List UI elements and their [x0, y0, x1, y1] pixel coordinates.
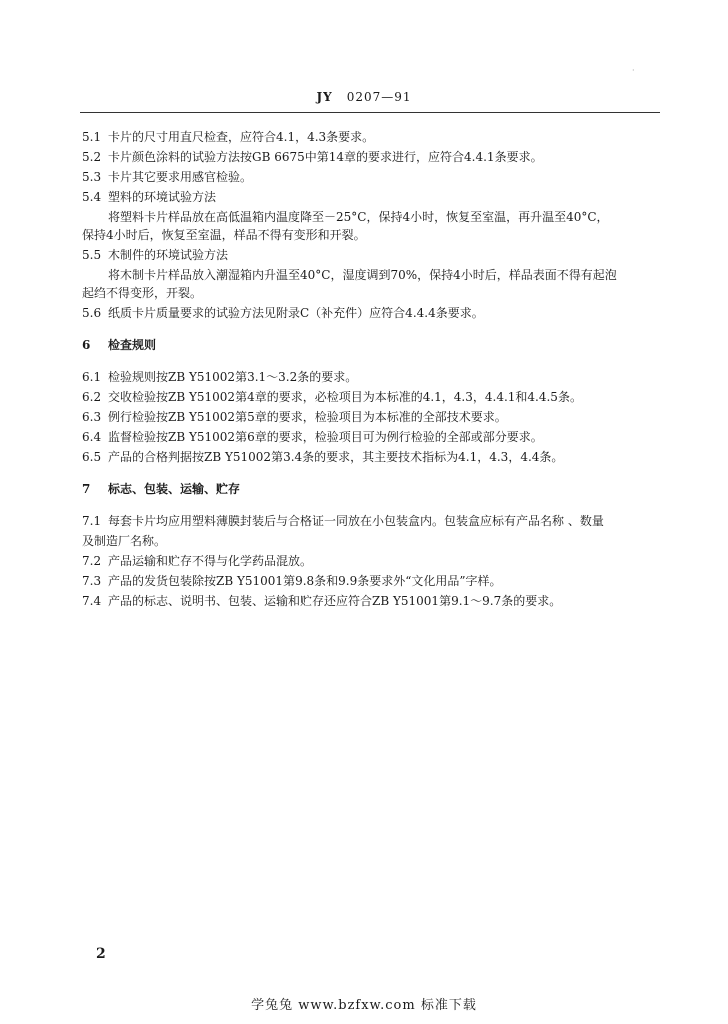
clause-5-5-body-line-1: 将木制卡片样品放入潮湿箱内升温至40°C，湿度调到70%，保持4小时后，样品表面不得有起泡: [108, 268, 617, 282]
section-title: 标志、包装、运输、贮存: [108, 482, 241, 496]
section-number: 6: [82, 338, 91, 352]
clause-number: 7.1: [82, 514, 102, 528]
standard-code: JY: [316, 90, 333, 104]
clause-6-3: [82, 408, 642, 426]
clause-7-2: [82, 552, 642, 570]
clause-6-4: [82, 428, 642, 446]
clause-7-1-body: 及制造厂名称。: [82, 534, 167, 548]
clause-text: 木制件的环境试验方法: [108, 248, 229, 262]
clause-number: 7.4: [82, 594, 102, 608]
clause-5-1: [82, 128, 642, 146]
section-7-heading: [82, 480, 642, 498]
clause-number: 7.2: [82, 554, 102, 568]
clause-6-1: [82, 368, 642, 386]
clause-5-4-body-line-1: 将塑料卡片样品放在高低温箱内温度降至－25°C，保持4小时，恢复至室温，再升温至40°C，: [108, 210, 609, 224]
standard-number: 0207—91: [346, 90, 412, 104]
clause-text: 交收检验按ZB Y51002第4章的要求，必检项目为本标准的4.1，4.3，4.4.1和4.4.5条。: [108, 390, 582, 404]
clause-number: 6.2: [82, 390, 102, 404]
clause-7-4: [82, 592, 642, 610]
clause-5-5: [82, 246, 642, 264]
clause-text: 产品的合格判据按ZB Y51002第3.4条的要求，其主要技术指标为4.1，4.3，4.4条。: [108, 450, 564, 464]
clause-text: 产品的标志、说明书、包装、运输和贮存还应符合ZB Y51001第9.1～9.7条的要求。: [108, 594, 562, 608]
clause-5-4-body-line-2: 保持4小时后，恢复至室温，样品不得有变形和开裂。: [82, 228, 366, 242]
clause-number: 5.2: [82, 150, 102, 164]
clause-number: 6.5: [82, 450, 102, 464]
clause-text: 卡片的尺寸用直尺检查，应符合4.1，4.3条要求。: [108, 130, 375, 144]
clause-5-3: [82, 168, 642, 186]
clause-7-3: [82, 572, 642, 590]
clause-number: 6.1: [82, 370, 102, 384]
clause-text: 卡片颜色涂料的试验方法按GB 6675中第14章的要求进行，应符合4.4.1条要求。: [108, 150, 543, 164]
clause-6-5: [82, 448, 642, 466]
clause-number: 5.5: [82, 248, 102, 262]
clause-text: 检验规则按ZB Y51002第3.1～3.2条的要求。: [108, 370, 358, 384]
clause-number: 6.3: [82, 410, 102, 424]
clause-text: 产品运输和贮存不得与化学药品混放。: [108, 554, 313, 568]
page-number: 2: [96, 946, 106, 962]
clause-5-6: [82, 304, 642, 322]
clause-text: 卡片其它要求用感官检验。: [108, 170, 253, 184]
clause-text: 塑料的环境试验方法: [108, 190, 217, 204]
section-title: 检查规则: [108, 338, 157, 352]
document-body: [82, 128, 642, 612]
clause-number: 5.6: [82, 306, 102, 320]
page-header: [0, 90, 728, 104]
footer-watermark: 学兔兔 www.bzfxw.com 标准下载: [251, 998, 477, 1013]
clause-text: 纸质卡片质量要求的试验方法见附录C（补充件）应符合4.4.4条要求。: [108, 306, 484, 320]
section-number: 7: [82, 482, 91, 496]
section-6-heading: [82, 336, 642, 354]
corner-mark: ·: [632, 66, 635, 75]
clause-text: 监督检验按ZB Y51002第6章的要求，检验项目可为例行检验的全部或部分要求。: [108, 430, 543, 444]
clause-text: 产品的发货包装除按ZB Y51001第9.8条和9.9条要求外“文化用品”字样。: [108, 574, 502, 588]
clause-number: 7.3: [82, 574, 102, 588]
clause-5-5-body-line-2: 起绉不得变形，开裂。: [82, 286, 203, 300]
clause-number: 6.4: [82, 430, 102, 444]
clause-number: 5.4: [82, 190, 102, 204]
clause-number: 5.3: [82, 170, 102, 184]
clause-6-2: [82, 388, 642, 406]
clause-5-4: [82, 188, 642, 206]
clause-text: 每套卡片均应用塑料薄膜封装后与合格证一同放在小包装盒内。包装盒应标有产品名称 、数量: [108, 514, 604, 528]
clause-5-2: [82, 148, 642, 166]
header-rule: [80, 112, 660, 113]
clause-text: 例行检验按ZB Y51002第5章的要求，检验项目为本标准的全部技术要求。: [108, 410, 507, 424]
clause-number: 5.1: [82, 130, 102, 144]
clause-7-1: [82, 512, 642, 530]
